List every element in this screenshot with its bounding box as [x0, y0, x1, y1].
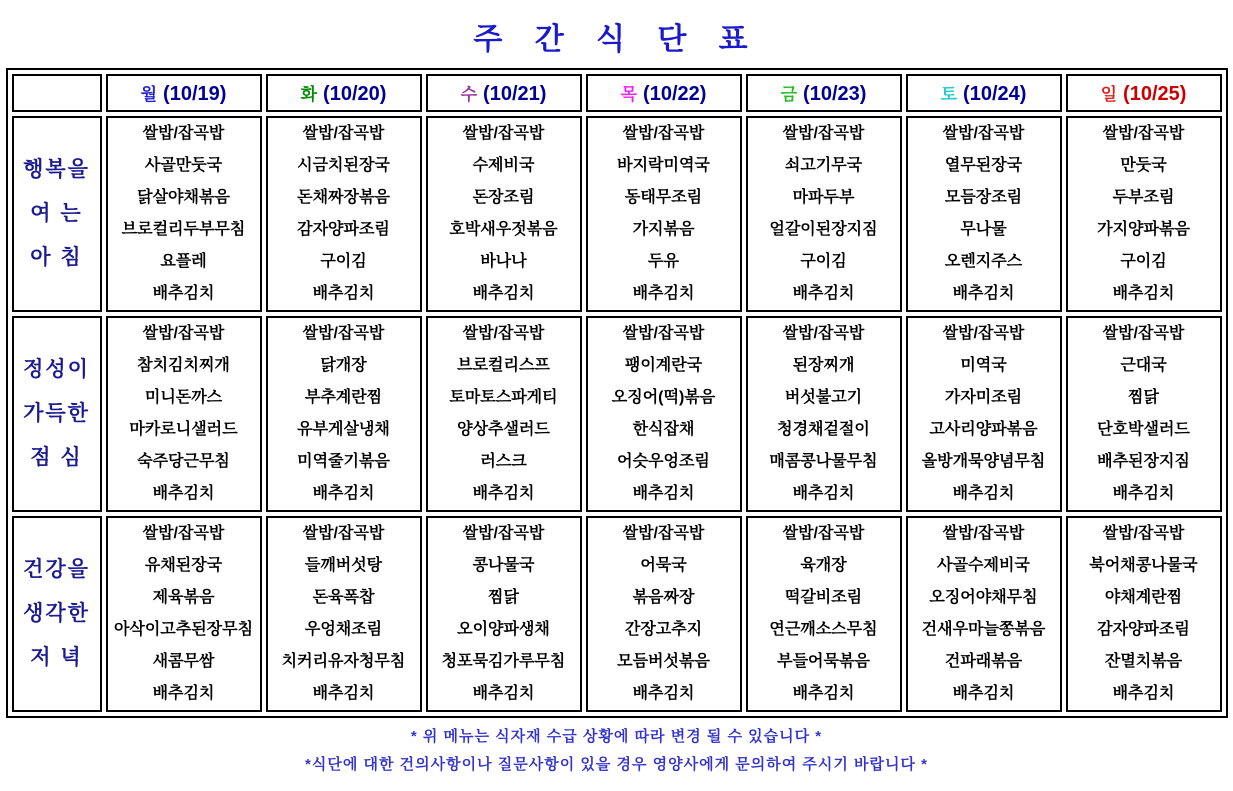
menu-item: 닭살야채볶음 — [137, 189, 230, 206]
menu-item: 배추김치 — [952, 685, 1015, 702]
menu-item: 러스크 — [480, 453, 527, 470]
day-header-6 — [906, 74, 1062, 112]
menu-item: 마파두부 — [792, 189, 855, 206]
menu-item: 잔멸치볶음 — [1104, 653, 1183, 670]
meal-row-breakfast — [12, 116, 1222, 312]
corner-cell — [12, 74, 102, 112]
menu-item: 바지락미역국 — [617, 157, 710, 174]
day-date: (10/21) — [483, 83, 547, 105]
menu-cell-breakfast-day6 — [906, 116, 1062, 312]
meal-label-line: 여 는 — [30, 202, 83, 225]
menu-item: 배추김치 — [312, 285, 375, 302]
menu-item: 가지볶음 — [632, 221, 695, 238]
menu-cell-dinner-day2 — [266, 516, 422, 712]
menu-item: 참치김치찌개 — [137, 357, 230, 374]
menu-item: 오징어(떡)볶음 — [611, 389, 716, 406]
menu-item: 감자양파조림 — [297, 221, 390, 238]
menu-item: 연근깨소스무침 — [769, 621, 878, 638]
menu-item: 쌀밥/잡곡밥 — [942, 325, 1025, 342]
menu-item: 유채된장국 — [144, 557, 223, 574]
menu-item: 어슷우엉조림 — [617, 453, 710, 470]
menu-cell-dinner-day4 — [586, 516, 742, 712]
day-header-row — [12, 74, 1222, 112]
menu-cell-breakfast-day5 — [746, 116, 902, 312]
menu-item: 찜닭 — [488, 589, 519, 606]
menu-item: 사골만둣국 — [144, 157, 223, 174]
menu-cell-lunch-day4 — [586, 316, 742, 512]
menu-item: 배추김치 — [152, 685, 215, 702]
menu-item: 쌀밥/잡곡밥 — [942, 525, 1025, 542]
menu-item: 브로컬리스프 — [457, 357, 550, 374]
menu-item: 토마토스파게티 — [449, 389, 558, 406]
day-header-7 — [1066, 74, 1222, 112]
menu-item: 배추김치 — [312, 685, 375, 702]
menu-item: 배추김치 — [472, 485, 535, 502]
day-date: (10/25) — [1123, 83, 1187, 105]
menu-item: 배추김치 — [952, 285, 1015, 302]
menu-item: 시금치된장국 — [297, 157, 390, 174]
menu-item: 쌀밥/잡곡밥 — [142, 525, 225, 542]
menu-cell-breakfast-day3 — [426, 116, 582, 312]
day-name-char: 수 — [460, 85, 478, 104]
menu-cell-breakfast-day1 — [106, 116, 262, 312]
day-name-char: 목 — [620, 85, 638, 104]
menu-item: 배추김치 — [152, 285, 215, 302]
day-header-2 — [266, 74, 422, 112]
menu-item: 돈채짜장볶음 — [297, 189, 390, 206]
menu-table — [6, 68, 1228, 718]
menu-item: 쌀밥/잡곡밥 — [1102, 125, 1185, 142]
menu-cell-dinner-day7 — [1066, 516, 1222, 712]
menu-item: 떡갈비조림 — [784, 589, 863, 606]
menu-cell-breakfast-day2 — [266, 116, 422, 312]
menu-item: 모듬장조림 — [944, 189, 1023, 206]
menu-cell-breakfast-day4 — [586, 116, 742, 312]
menu-item: 바나나 — [480, 253, 527, 270]
menu-item: 얼갈이된장지짐 — [769, 221, 878, 238]
menu-item: 육개장 — [800, 557, 847, 574]
menu-item: 미역줄기볶음 — [297, 453, 390, 470]
menu-item: 미역국 — [960, 357, 1007, 374]
menu-item: 팽이계란국 — [624, 357, 703, 374]
menu-cell-lunch-day7 — [1066, 316, 1222, 512]
menu-item: 배추김치 — [1112, 285, 1175, 302]
menu-item: 근대국 — [1120, 357, 1167, 374]
menu-item: 쌀밥/잡곡밥 — [302, 125, 385, 142]
menu-item: 간장고추지 — [624, 621, 703, 638]
menu-item: 부들어묵볶음 — [777, 653, 870, 670]
menu-item: 호박새우젓볶음 — [449, 221, 558, 238]
menu-item: 쌀밥/잡곡밥 — [782, 525, 865, 542]
menu-item: 구이김 — [320, 253, 367, 270]
menu-cell-lunch-day5 — [746, 316, 902, 512]
menu-item: 숙주당근무침 — [137, 453, 230, 470]
menu-item: 버섯불고기 — [784, 389, 863, 406]
menu-item: 야채계란찜 — [1104, 589, 1183, 606]
menu-item: 미니돈까스 — [144, 389, 223, 406]
menu-item: 배추된장지짐 — [1097, 453, 1190, 470]
meal-row-dinner — [12, 516, 1222, 712]
meal-label-breakfast — [12, 116, 102, 312]
menu-item: 배추김치 — [632, 285, 695, 302]
menu-item: 쌀밥/잡곡밥 — [1102, 325, 1185, 342]
menu-item: 구이김 — [800, 253, 847, 270]
menu-item: 쌀밥/잡곡밥 — [782, 325, 865, 342]
weekly-menu-page — [0, 14, 1233, 774]
menu-item: 들깨버섯탕 — [304, 557, 383, 574]
menu-item: 한식잡채 — [632, 421, 695, 438]
menu-item: 제육볶음 — [152, 589, 215, 606]
menu-item: 쌀밥/잡곡밥 — [942, 125, 1025, 142]
menu-item: 쇠고기무국 — [784, 157, 863, 174]
day-name-char: 화 — [300, 85, 318, 104]
meal-label-line: 행복을 — [23, 158, 90, 181]
day-name-char: 금 — [780, 85, 798, 104]
menu-item: 쌀밥/잡곡밥 — [1102, 525, 1185, 542]
menu-item: 쌀밥/잡곡밥 — [142, 125, 225, 142]
menu-item: 쌀밥/잡곡밥 — [782, 125, 865, 142]
menu-cell-lunch-day6 — [906, 316, 1062, 512]
menu-item: 아삭이고추된장무침 — [113, 621, 254, 638]
menu-cell-dinner-day5 — [746, 516, 902, 712]
day-name-char: 토 — [940, 85, 958, 104]
menu-item: 건새우마늘쫑볶음 — [921, 621, 1046, 638]
menu-item: 쌀밥/잡곡밥 — [462, 125, 545, 142]
meal-row-lunch — [12, 316, 1222, 512]
menu-item: 오렌지주스 — [944, 253, 1023, 270]
day-date: (10/24) — [963, 83, 1027, 105]
menu-item: 브로컬리두부무침 — [121, 221, 246, 238]
menu-item: 배추김치 — [952, 485, 1015, 502]
page-title: 주 간 식 단 표 — [473, 23, 760, 56]
menu-item: 매콤콩나물무침 — [769, 453, 878, 470]
menu-item: 배추김치 — [1112, 485, 1175, 502]
menu-item: 배추김치 — [632, 685, 695, 702]
day-name-char: 월 — [140, 85, 158, 104]
footnote-menu-change: * 위 메뉴는 식자재 수급 상황에 따라 변경 될 수 있습니다 * — [410, 728, 823, 745]
menu-cell-dinner-day6 — [906, 516, 1062, 712]
menu-item: 배추김치 — [1112, 685, 1175, 702]
menu-item: 수제비국 — [472, 157, 535, 174]
menu-item: 청포묵김가루무침 — [441, 653, 566, 670]
menu-item: 배추김치 — [312, 485, 375, 502]
menu-body — [12, 116, 1222, 712]
menu-item: 마카로니샐러드 — [129, 421, 238, 438]
menu-item: 올방개묵양념무침 — [921, 453, 1046, 470]
menu-item: 가지양파볶음 — [1097, 221, 1190, 238]
menu-item: 건파래볶음 — [944, 653, 1023, 670]
menu-cell-breakfast-day7 — [1066, 116, 1222, 312]
day-name-char: 일 — [1100, 85, 1118, 104]
menu-item: 찜닭 — [1128, 389, 1159, 406]
menu-item: 쌀밥/잡곡밥 — [622, 525, 705, 542]
meal-label-line: 점 심 — [30, 446, 83, 469]
day-date: (10/23) — [803, 83, 867, 105]
menu-item: 쌀밥/잡곡밥 — [462, 525, 545, 542]
menu-item: 된장찌개 — [792, 357, 855, 374]
menu-item: 볶음짜장 — [632, 589, 695, 606]
menu-item: 배추김치 — [472, 285, 535, 302]
menu-item: 배추김치 — [472, 685, 535, 702]
menu-cell-lunch-day3 — [426, 316, 582, 512]
menu-item: 무나물 — [960, 221, 1007, 238]
menu-item: 두유 — [648, 253, 679, 270]
menu-item: 쌀밥/잡곡밥 — [302, 525, 385, 542]
menu-item: 유부게살냉채 — [297, 421, 390, 438]
meal-label-dinner — [12, 516, 102, 712]
day-header-1 — [106, 74, 262, 112]
menu-item: 새콤무쌈 — [152, 653, 215, 670]
menu-item: 쌀밥/잡곡밥 — [302, 325, 385, 342]
meal-label-line: 저 녁 — [30, 646, 83, 669]
menu-item: 배추김치 — [152, 485, 215, 502]
meal-label-line: 아 침 — [30, 246, 83, 269]
menu-item: 두부조림 — [1112, 189, 1175, 206]
menu-item: 콩나물국 — [472, 557, 535, 574]
menu-item: 동태무조림 — [624, 189, 703, 206]
day-header-3 — [426, 74, 582, 112]
menu-item: 양상추샐러드 — [457, 421, 550, 438]
menu-item: 고사리양파볶음 — [929, 421, 1038, 438]
menu-item: 우엉채조림 — [304, 621, 383, 638]
meal-label-line: 생각한 — [23, 602, 90, 625]
menu-item: 부추계란찜 — [304, 389, 383, 406]
day-date: (10/22) — [643, 83, 707, 105]
meal-label-line: 정성이 — [23, 358, 90, 381]
menu-item: 어묵국 — [640, 557, 687, 574]
meal-label-line: 건강을 — [23, 558, 90, 581]
menu-item: 쌀밥/잡곡밥 — [622, 325, 705, 342]
menu-cell-lunch-day2 — [266, 316, 422, 512]
menu-item: 배추김치 — [792, 285, 855, 302]
day-date: (10/19) — [163, 83, 227, 105]
menu-item: 감자양파조림 — [1097, 621, 1190, 638]
meal-label-line: 가득한 — [23, 402, 90, 425]
menu-item: 모듬버섯볶음 — [617, 653, 710, 670]
menu-item: 단호박샐러드 — [1097, 421, 1190, 438]
menu-item: 돈장조림 — [472, 189, 535, 206]
menu-item: 배추김치 — [632, 485, 695, 502]
menu-item: 닭개장 — [320, 357, 367, 374]
footnotes — [0, 725, 1233, 774]
menu-cell-dinner-day1 — [106, 516, 262, 712]
menu-item: 북어채콩나물국 — [1089, 557, 1198, 574]
menu-item: 구이김 — [1120, 253, 1167, 270]
footnote-contact-dietitian: *식단에 대한 건의사항이나 질문사항이 있을 경우 영양사에게 문의하여 주시기 바랍니다 * — [305, 756, 928, 773]
day-date: (10/20) — [323, 83, 387, 105]
menu-item: 쌀밥/잡곡밥 — [142, 325, 225, 342]
day-header-4 — [586, 74, 742, 112]
menu-item: 쌀밥/잡곡밥 — [462, 325, 545, 342]
menu-item: 만둣국 — [1120, 157, 1167, 174]
menu-cell-dinner-day3 — [426, 516, 582, 712]
menu-item: 사골수제비국 — [937, 557, 1030, 574]
menu-item: 쌀밥/잡곡밥 — [622, 125, 705, 142]
menu-item: 오징어야채무침 — [929, 589, 1038, 606]
menu-item: 배추김치 — [792, 685, 855, 702]
menu-item: 열무된장국 — [944, 157, 1023, 174]
menu-item: 가자미조림 — [944, 389, 1023, 406]
menu-item: 청경채겉절이 — [777, 421, 870, 438]
menu-item: 치커리유자청무침 — [281, 653, 406, 670]
day-header-5 — [746, 74, 902, 112]
menu-item: 배추김치 — [792, 485, 855, 502]
menu-cell-lunch-day1 — [106, 316, 262, 512]
menu-item: 돈육폭찹 — [312, 589, 375, 606]
menu-item: 오이양파생채 — [457, 621, 550, 638]
meal-label-lunch — [12, 316, 102, 512]
menu-item: 요플레 — [160, 253, 207, 270]
